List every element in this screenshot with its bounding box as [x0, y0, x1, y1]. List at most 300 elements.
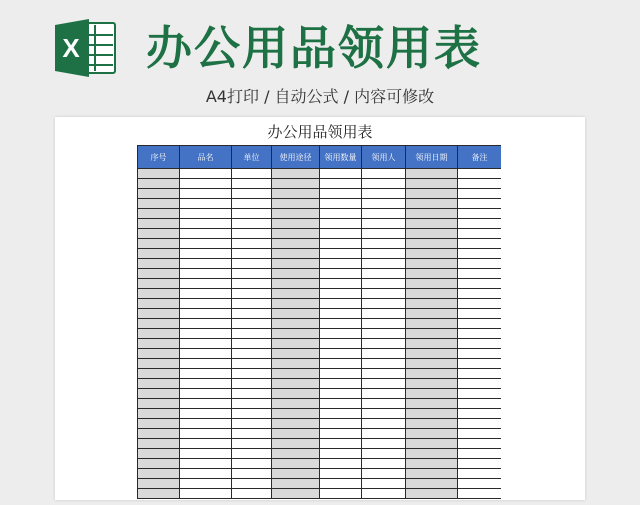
table-cell[interactable]	[320, 409, 362, 419]
table-cell[interactable]	[232, 459, 272, 469]
table-cell[interactable]	[458, 479, 502, 489]
column-header: 领用数量	[320, 146, 362, 169]
table-cell[interactable]	[272, 309, 320, 319]
table-cell[interactable]	[320, 469, 362, 479]
table-cell[interactable]	[406, 289, 458, 299]
table-cell[interactable]	[362, 179, 406, 189]
table-cell[interactable]	[272, 429, 320, 439]
table-cell[interactable]	[362, 339, 406, 349]
table-cell[interactable]	[272, 289, 320, 299]
table-cell[interactable]	[406, 449, 458, 459]
table-cell[interactable]	[406, 389, 458, 399]
table-cell[interactable]	[138, 479, 180, 489]
table-cell[interactable]	[180, 179, 232, 189]
table-cell[interactable]	[406, 229, 458, 239]
table-cell[interactable]	[180, 489, 232, 499]
table-cell[interactable]	[232, 229, 272, 239]
table-row	[138, 469, 502, 479]
table-cell[interactable]	[232, 179, 272, 189]
table-cell[interactable]	[138, 359, 180, 369]
table-cell[interactable]	[406, 379, 458, 389]
table-row	[138, 199, 502, 209]
table-cell[interactable]	[180, 449, 232, 459]
table-row	[138, 249, 502, 259]
table-cell[interactable]	[180, 209, 232, 219]
table-cell[interactable]	[272, 249, 320, 259]
table-cell[interactable]	[406, 199, 458, 209]
table-cell[interactable]	[320, 309, 362, 319]
table-cell[interactable]	[232, 299, 272, 309]
table-cell[interactable]	[180, 229, 232, 239]
table-cell[interactable]	[180, 359, 232, 369]
table-cell[interactable]	[458, 309, 502, 319]
table-cell[interactable]	[180, 169, 232, 179]
table-cell[interactable]	[272, 229, 320, 239]
table-cell[interactable]	[362, 389, 406, 399]
table-cell[interactable]	[232, 329, 272, 339]
table-cell[interactable]	[406, 209, 458, 219]
table-cell[interactable]	[138, 379, 180, 389]
table-cell[interactable]	[180, 199, 232, 209]
table-cell[interactable]	[232, 169, 272, 179]
table-cell[interactable]	[180, 299, 232, 309]
table-cell[interactable]	[272, 399, 320, 409]
table-cell[interactable]	[362, 309, 406, 319]
table-cell[interactable]	[458, 349, 502, 359]
table-cell[interactable]	[458, 429, 502, 439]
table-cell[interactable]	[362, 249, 406, 259]
table-cell[interactable]	[406, 469, 458, 479]
table-cell[interactable]	[272, 279, 320, 289]
table-cell[interactable]	[362, 429, 406, 439]
table-cell[interactable]	[180, 249, 232, 259]
table-cell[interactable]	[362, 479, 406, 489]
table-cell[interactable]	[180, 339, 232, 349]
table-cell[interactable]	[272, 489, 320, 499]
table-cell[interactable]	[138, 339, 180, 349]
table-cell[interactable]	[320, 489, 362, 499]
table-cell[interactable]	[138, 389, 180, 399]
table-cell[interactable]	[406, 489, 458, 499]
column-header: 领用日期	[406, 146, 458, 169]
table-cell[interactable]	[362, 289, 406, 299]
table-cell[interactable]	[458, 209, 502, 219]
table-cell[interactable]	[138, 219, 180, 229]
table-cell[interactable]	[406, 339, 458, 349]
table-cell[interactable]	[180, 429, 232, 439]
table-cell[interactable]	[232, 259, 272, 269]
table-cell[interactable]	[320, 289, 362, 299]
table-cell[interactable]	[138, 369, 180, 379]
table-cell[interactable]	[320, 269, 362, 279]
table-cell[interactable]	[362, 169, 406, 179]
table-cell[interactable]	[362, 239, 406, 249]
table-cell[interactable]	[320, 389, 362, 399]
table-cell[interactable]	[180, 309, 232, 319]
table-cell[interactable]	[362, 199, 406, 209]
table-row	[138, 439, 502, 449]
table-cell[interactable]	[232, 239, 272, 249]
table-cell[interactable]	[272, 389, 320, 399]
table-cell[interactable]	[138, 449, 180, 459]
table-row	[138, 279, 502, 289]
table-row	[138, 179, 502, 189]
table-row	[138, 189, 502, 199]
table-cell[interactable]	[180, 379, 232, 389]
table-cell[interactable]	[406, 249, 458, 259]
table-cell[interactable]	[180, 349, 232, 359]
table-cell[interactable]	[180, 279, 232, 289]
table-cell[interactable]	[406, 189, 458, 199]
table-cell[interactable]	[458, 399, 502, 409]
table-cell[interactable]	[272, 269, 320, 279]
table-cell[interactable]	[180, 479, 232, 489]
table-cell[interactable]	[272, 179, 320, 189]
table-row	[138, 429, 502, 439]
table-cell[interactable]	[138, 489, 180, 499]
table-cell[interactable]	[180, 189, 232, 199]
table-cell[interactable]	[458, 239, 502, 249]
table-cell[interactable]	[458, 319, 502, 329]
table-cell[interactable]	[458, 269, 502, 279]
table-cell[interactable]	[458, 459, 502, 469]
table-row	[138, 329, 502, 339]
table-cell[interactable]	[458, 419, 502, 429]
table-cell[interactable]	[232, 439, 272, 449]
table-row	[138, 269, 502, 279]
table-cell[interactable]	[458, 379, 502, 389]
table-cell[interactable]	[180, 259, 232, 269]
table-cell[interactable]	[320, 239, 362, 249]
table-cell[interactable]	[272, 319, 320, 329]
table-cell[interactable]	[272, 469, 320, 479]
table-cell[interactable]	[458, 439, 502, 449]
table-cell[interactable]	[138, 209, 180, 219]
table-cell[interactable]	[272, 169, 320, 179]
table-cell[interactable]	[232, 489, 272, 499]
table-cell[interactable]	[138, 349, 180, 359]
table-cell[interactable]	[272, 439, 320, 449]
table-cell[interactable]	[320, 169, 362, 179]
table-cell[interactable]	[138, 289, 180, 299]
table-cell[interactable]	[272, 369, 320, 379]
table-cell[interactable]	[362, 219, 406, 229]
table-cell[interactable]	[180, 439, 232, 449]
table-cell[interactable]	[320, 439, 362, 449]
table-cell[interactable]	[232, 379, 272, 389]
table-row	[138, 319, 502, 329]
table-row	[138, 289, 502, 299]
table-cell[interactable]	[406, 299, 458, 309]
table-cell[interactable]	[320, 249, 362, 259]
table-cell[interactable]	[406, 219, 458, 229]
table-cell[interactable]	[138, 179, 180, 189]
table-row	[138, 339, 502, 349]
table-cell[interactable]	[458, 469, 502, 479]
table-cell[interactable]	[406, 259, 458, 269]
table-cell[interactable]	[180, 289, 232, 299]
column-header: 领用人	[362, 146, 406, 169]
table-cell[interactable]	[406, 349, 458, 359]
table-cell[interactable]	[458, 289, 502, 299]
table-cell[interactable]	[320, 329, 362, 339]
table-cell[interactable]	[272, 479, 320, 489]
table-cell[interactable]	[320, 379, 362, 389]
table-cell[interactable]	[458, 299, 502, 309]
table-cell[interactable]	[272, 219, 320, 229]
table-container	[137, 145, 501, 505]
table-cell[interactable]	[362, 209, 406, 219]
table-cell[interactable]	[138, 469, 180, 479]
table-cell[interactable]	[272, 329, 320, 339]
table-cell[interactable]	[272, 339, 320, 349]
table-cell[interactable]	[138, 399, 180, 409]
table-cell[interactable]	[362, 259, 406, 269]
table-cell[interactable]	[406, 169, 458, 179]
table-cell[interactable]	[138, 189, 180, 199]
table-cell[interactable]	[458, 279, 502, 289]
table-cell[interactable]	[180, 389, 232, 399]
table-cell[interactable]	[138, 199, 180, 209]
column-header: 备注	[458, 146, 502, 169]
table-cell[interactable]	[180, 329, 232, 339]
table-cell[interactable]	[406, 179, 458, 189]
table-cell[interactable]	[406, 359, 458, 369]
table-cell[interactable]	[320, 229, 362, 239]
table-cell[interactable]	[458, 489, 502, 499]
table-cell[interactable]	[138, 229, 180, 239]
table-cell[interactable]	[362, 229, 406, 239]
table-cell[interactable]	[232, 289, 272, 299]
table-cell[interactable]	[320, 359, 362, 369]
table-cell[interactable]	[232, 249, 272, 259]
table-cell[interactable]	[232, 219, 272, 229]
table-cell[interactable]	[232, 399, 272, 409]
table-cell[interactable]	[232, 369, 272, 379]
table-cell[interactable]	[362, 409, 406, 419]
table-cell[interactable]	[320, 259, 362, 269]
table-row	[138, 239, 502, 249]
table-cell[interactable]	[320, 449, 362, 459]
table-row	[138, 399, 502, 409]
table-cell[interactable]	[320, 429, 362, 439]
table-cell[interactable]	[232, 199, 272, 209]
table-cell[interactable]	[320, 179, 362, 189]
table-cell[interactable]	[458, 229, 502, 239]
table-cell[interactable]	[272, 209, 320, 219]
table-cell[interactable]	[232, 389, 272, 399]
table-cell[interactable]	[362, 319, 406, 329]
table-cell[interactable]	[362, 459, 406, 469]
table-cell[interactable]	[180, 409, 232, 419]
table-cell[interactable]	[406, 459, 458, 469]
column-header: 序号	[138, 146, 180, 169]
table-row	[138, 209, 502, 219]
table-cell[interactable]	[180, 319, 232, 329]
table-row	[138, 259, 502, 269]
table-cell[interactable]	[362, 189, 406, 199]
table-cell[interactable]	[406, 479, 458, 489]
table-cell[interactable]	[458, 189, 502, 199]
table-cell[interactable]	[406, 419, 458, 429]
table-cell[interactable]	[320, 419, 362, 429]
table-cell[interactable]	[138, 329, 180, 339]
table-cell[interactable]	[362, 489, 406, 499]
column-header: 使用途径	[272, 146, 320, 169]
table-cell[interactable]	[272, 259, 320, 269]
table-cell[interactable]	[180, 399, 232, 409]
table-cell[interactable]	[320, 319, 362, 329]
table-cell[interactable]	[138, 299, 180, 309]
table-cell[interactable]	[232, 409, 272, 419]
spreadsheet-preview	[55, 117, 585, 500]
table-row	[138, 479, 502, 489]
table-cell[interactable]	[362, 379, 406, 389]
table-cell[interactable]	[320, 459, 362, 469]
table-cell[interactable]	[458, 179, 502, 189]
page-title: 办公用品领用表	[146, 21, 482, 75]
table-cell[interactable]	[138, 239, 180, 249]
table-cell[interactable]	[232, 469, 272, 479]
table-cell[interactable]	[272, 359, 320, 369]
table-cell[interactable]	[406, 309, 458, 319]
table-cell[interactable]	[138, 439, 180, 449]
table-cell[interactable]	[138, 269, 180, 279]
table-cell[interactable]	[362, 349, 406, 359]
table-cell[interactable]	[232, 209, 272, 219]
table-cell[interactable]	[320, 479, 362, 489]
table-cell[interactable]	[232, 279, 272, 289]
table-cell[interactable]	[138, 279, 180, 289]
table-cell[interactable]	[272, 189, 320, 199]
table-cell[interactable]	[272, 349, 320, 359]
table-cell[interactable]	[320, 299, 362, 309]
table-cell[interactable]	[362, 399, 406, 409]
excel-logo-letter: X	[62, 33, 80, 63]
table-cell[interactable]	[232, 429, 272, 439]
table-cell[interactable]	[180, 469, 232, 479]
table-cell[interactable]	[362, 269, 406, 279]
table-cell[interactable]	[232, 359, 272, 369]
table-cell[interactable]	[406, 269, 458, 279]
table-cell[interactable]	[272, 419, 320, 429]
table-cell[interactable]	[406, 439, 458, 449]
table-cell[interactable]	[138, 419, 180, 429]
table-cell[interactable]	[232, 269, 272, 279]
table-cell[interactable]	[320, 279, 362, 289]
table-cell[interactable]	[458, 359, 502, 369]
table-cell[interactable]	[362, 469, 406, 479]
table-cell[interactable]	[458, 339, 502, 349]
table-cell[interactable]	[232, 319, 272, 329]
table-cell[interactable]	[138, 319, 180, 329]
table-cell[interactable]	[180, 219, 232, 229]
table-cell[interactable]	[406, 279, 458, 289]
table-cell[interactable]	[320, 189, 362, 199]
table-cell[interactable]	[406, 429, 458, 439]
table-cell[interactable]	[232, 309, 272, 319]
table-cell[interactable]	[272, 379, 320, 389]
table-cell[interactable]	[458, 169, 502, 179]
table-cell[interactable]	[362, 329, 406, 339]
table-cell[interactable]	[406, 409, 458, 419]
supply-table	[137, 145, 501, 499]
table-cell[interactable]	[320, 339, 362, 349]
table-cell[interactable]	[362, 419, 406, 429]
excel-logo	[53, 17, 117, 79]
table-cell[interactable]	[138, 429, 180, 439]
table-cell[interactable]	[406, 239, 458, 249]
table-row	[138, 489, 502, 499]
table-cell[interactable]	[362, 449, 406, 459]
table-cell[interactable]	[320, 199, 362, 209]
table-cell[interactable]	[458, 249, 502, 259]
table-cell[interactable]	[232, 419, 272, 429]
table-cell[interactable]	[138, 409, 180, 419]
table-cell[interactable]	[458, 449, 502, 459]
table-cell[interactable]	[138, 169, 180, 179]
table-cell[interactable]	[406, 329, 458, 339]
table-cell[interactable]	[458, 389, 502, 399]
table-cell[interactable]	[180, 459, 232, 469]
table-cell[interactable]	[232, 189, 272, 199]
table-cell[interactable]	[406, 319, 458, 329]
table-cell[interactable]	[232, 339, 272, 349]
table-cell[interactable]	[272, 459, 320, 469]
table-cell[interactable]	[320, 349, 362, 359]
table-cell[interactable]	[320, 209, 362, 219]
table-cell[interactable]	[138, 249, 180, 259]
table-cell[interactable]	[232, 479, 272, 489]
table-cell[interactable]	[138, 259, 180, 269]
table-row	[138, 229, 502, 239]
table-cell[interactable]	[232, 349, 272, 359]
table-cell[interactable]	[272, 409, 320, 419]
table-cell[interactable]	[180, 369, 232, 379]
table-cell[interactable]	[180, 419, 232, 429]
table-cell[interactable]	[272, 449, 320, 459]
table-cell[interactable]	[458, 259, 502, 269]
table-cell[interactable]	[362, 359, 406, 369]
table-cell[interactable]	[180, 269, 232, 279]
table-cell[interactable]	[362, 279, 406, 289]
table-cell[interactable]	[320, 219, 362, 229]
table-cell[interactable]	[362, 299, 406, 309]
table-cell[interactable]	[362, 439, 406, 449]
table-cell[interactable]	[272, 239, 320, 249]
table-cell[interactable]	[272, 199, 320, 209]
table-cell[interactable]	[458, 369, 502, 379]
table-cell[interactable]	[320, 399, 362, 409]
table-cell[interactable]	[320, 369, 362, 379]
table-cell[interactable]	[406, 369, 458, 379]
table-cell[interactable]	[458, 329, 502, 339]
table-row	[138, 369, 502, 379]
table-cell[interactable]	[138, 309, 180, 319]
table-cell[interactable]	[458, 219, 502, 229]
table-cell[interactable]	[458, 409, 502, 419]
table-cell[interactable]	[138, 459, 180, 469]
page-subtitle: A4打印 / 自动公式 / 内容可修改	[205, 87, 435, 106]
table-cell[interactable]	[406, 399, 458, 409]
table-cell[interactable]	[180, 239, 232, 249]
table-cell[interactable]	[362, 369, 406, 379]
table-cell[interactable]	[232, 449, 272, 459]
table-row	[138, 409, 502, 419]
table-cell[interactable]	[272, 299, 320, 309]
column-header: 单位	[232, 146, 272, 169]
table-cell[interactable]	[458, 199, 502, 209]
